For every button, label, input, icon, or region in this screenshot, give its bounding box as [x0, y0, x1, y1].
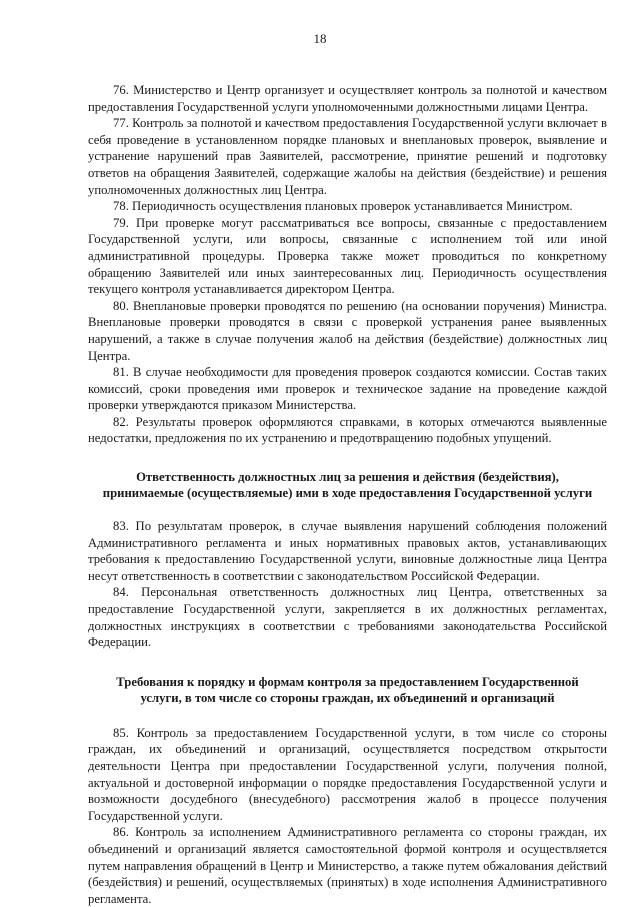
heading-line-1: Требования к порядку и формам контроля за предоставлением Государственной — [116, 674, 579, 689]
paragraph-85: 85. Контроль за предоставлением Государственной услуги, в том числе со стороны граждан, их объединений и организаций, осуществляется посредством открытости деятельности Центра при предоставлении Государственной услуги, получения полной, актуальной и достоверной информации о порядке предоставления Государственной услуги и возможности досудебного (внесудебного) рассмотрения жалоб в процессе получения Государственной услуги. — [88, 725, 607, 823]
paragraph-86: 86. Контроль за исполнением Административного регламента со стороны граждан, их объединений и организаций является самостоятельной формой контроля и осуществляется путем направления обращений в Центр и Министерство, а также путем обжалования действий (бездействия) и решений, осуществляемых (принятых) в ходе исполнения Административного регламента. — [88, 825, 607, 906]
paragraph-80: 80. Внеплановые проверки проводятся по решению (на основании поручения) Министра. Внеплановые проверки проводятся в связи с проверкой устранения ранее выявленных нарушений, а также в случае получения жалоб на действия (бездействие) должностных лиц Центра. — [88, 298, 607, 363]
heading-line-1: Ответственность должностных лиц за решения и действия (бездействия), — [136, 470, 559, 485]
paragraph-79: 79. При проверке могут рассматриваться все вопросы, связанные с предоставлением Государственной услуги, или вопросы, связанные с исполнением той или иной административной процедуры. Проверка также может проводиться по конкретному обращению Заявителей или иных заинтересованных лиц. Периодичность осуществления текущего контроля устанавливается директором Центра. — [88, 215, 607, 297]
paragraph-77: 77. Контроль за полнотой и качеством предоставления Государственной услуги включает в себя проведение в установленном порядке плановых и внеплановых проверок, выявление и устранение нарушений прав Заявителей, рассмотрение, принятие решений и подготовку ответов на обращения Заявителей, содержащие жалобы на действия (бездействие) и решения уполномоченных должностных лиц Центра. — [88, 116, 607, 197]
heading-line-2: принимаемые (осуществляемые) ими в ходе предоставления Государственной услуги — [102, 486, 593, 501]
document-body — [88, 82, 607, 907]
section-heading-control-requirements — [88, 674, 607, 706]
paragraph-81: 81. В случае необходимости для проведения проверок создаются комиссии. Состав таких комиссий, сроки проведения ими проверок и техническое задание на проведение каждой проверки утверждаются приказом Министерства. — [88, 365, 607, 413]
section-heading-responsibility — [88, 469, 607, 501]
paragraph-78: 78. Периодичность осуществления плановых проверок устанавливается Министром. — [113, 199, 573, 214]
section-control-procedures — [88, 82, 607, 447]
heading-line-2: услуги, в том числе со стороны граждан, их объединений и организаций — [140, 690, 555, 705]
paragraph-76: 76. Министерство и Центр организует и осуществляет контроль за полнотой и качеством предоставления Государственной услуги уполномоченными должностными лицами Центра. — [88, 83, 607, 114]
paragraph-84: 84. Персональная ответственность должностных лиц Центра, ответственных за предоставление Государственной услуги, закрепляется в их должностных регламентах, должностных инструкциях в соответствии с требованиями законодательства Российской Федерации. — [88, 585, 607, 650]
section-responsibility — [88, 518, 607, 651]
page-number: 18 — [313, 31, 327, 46]
paragraph-83: 83. По результатам проверок, в случае выявления нарушений соблюдения положений Административного регламента и иных нормативных правовых актов, устанавливающих требования к предоставлению Государственной услуги, виновные должностные лица Центра несут ответственность в соответствии с законодательством Российской Федерации. — [88, 519, 607, 583]
section-control-requirements — [88, 725, 607, 907]
paragraph-82: 82. Результаты проверок оформляются справками, в которых отмечаются выявленные недостатки, предложения по их устранению и предотвращению подобных упущений. — [88, 414, 607, 446]
